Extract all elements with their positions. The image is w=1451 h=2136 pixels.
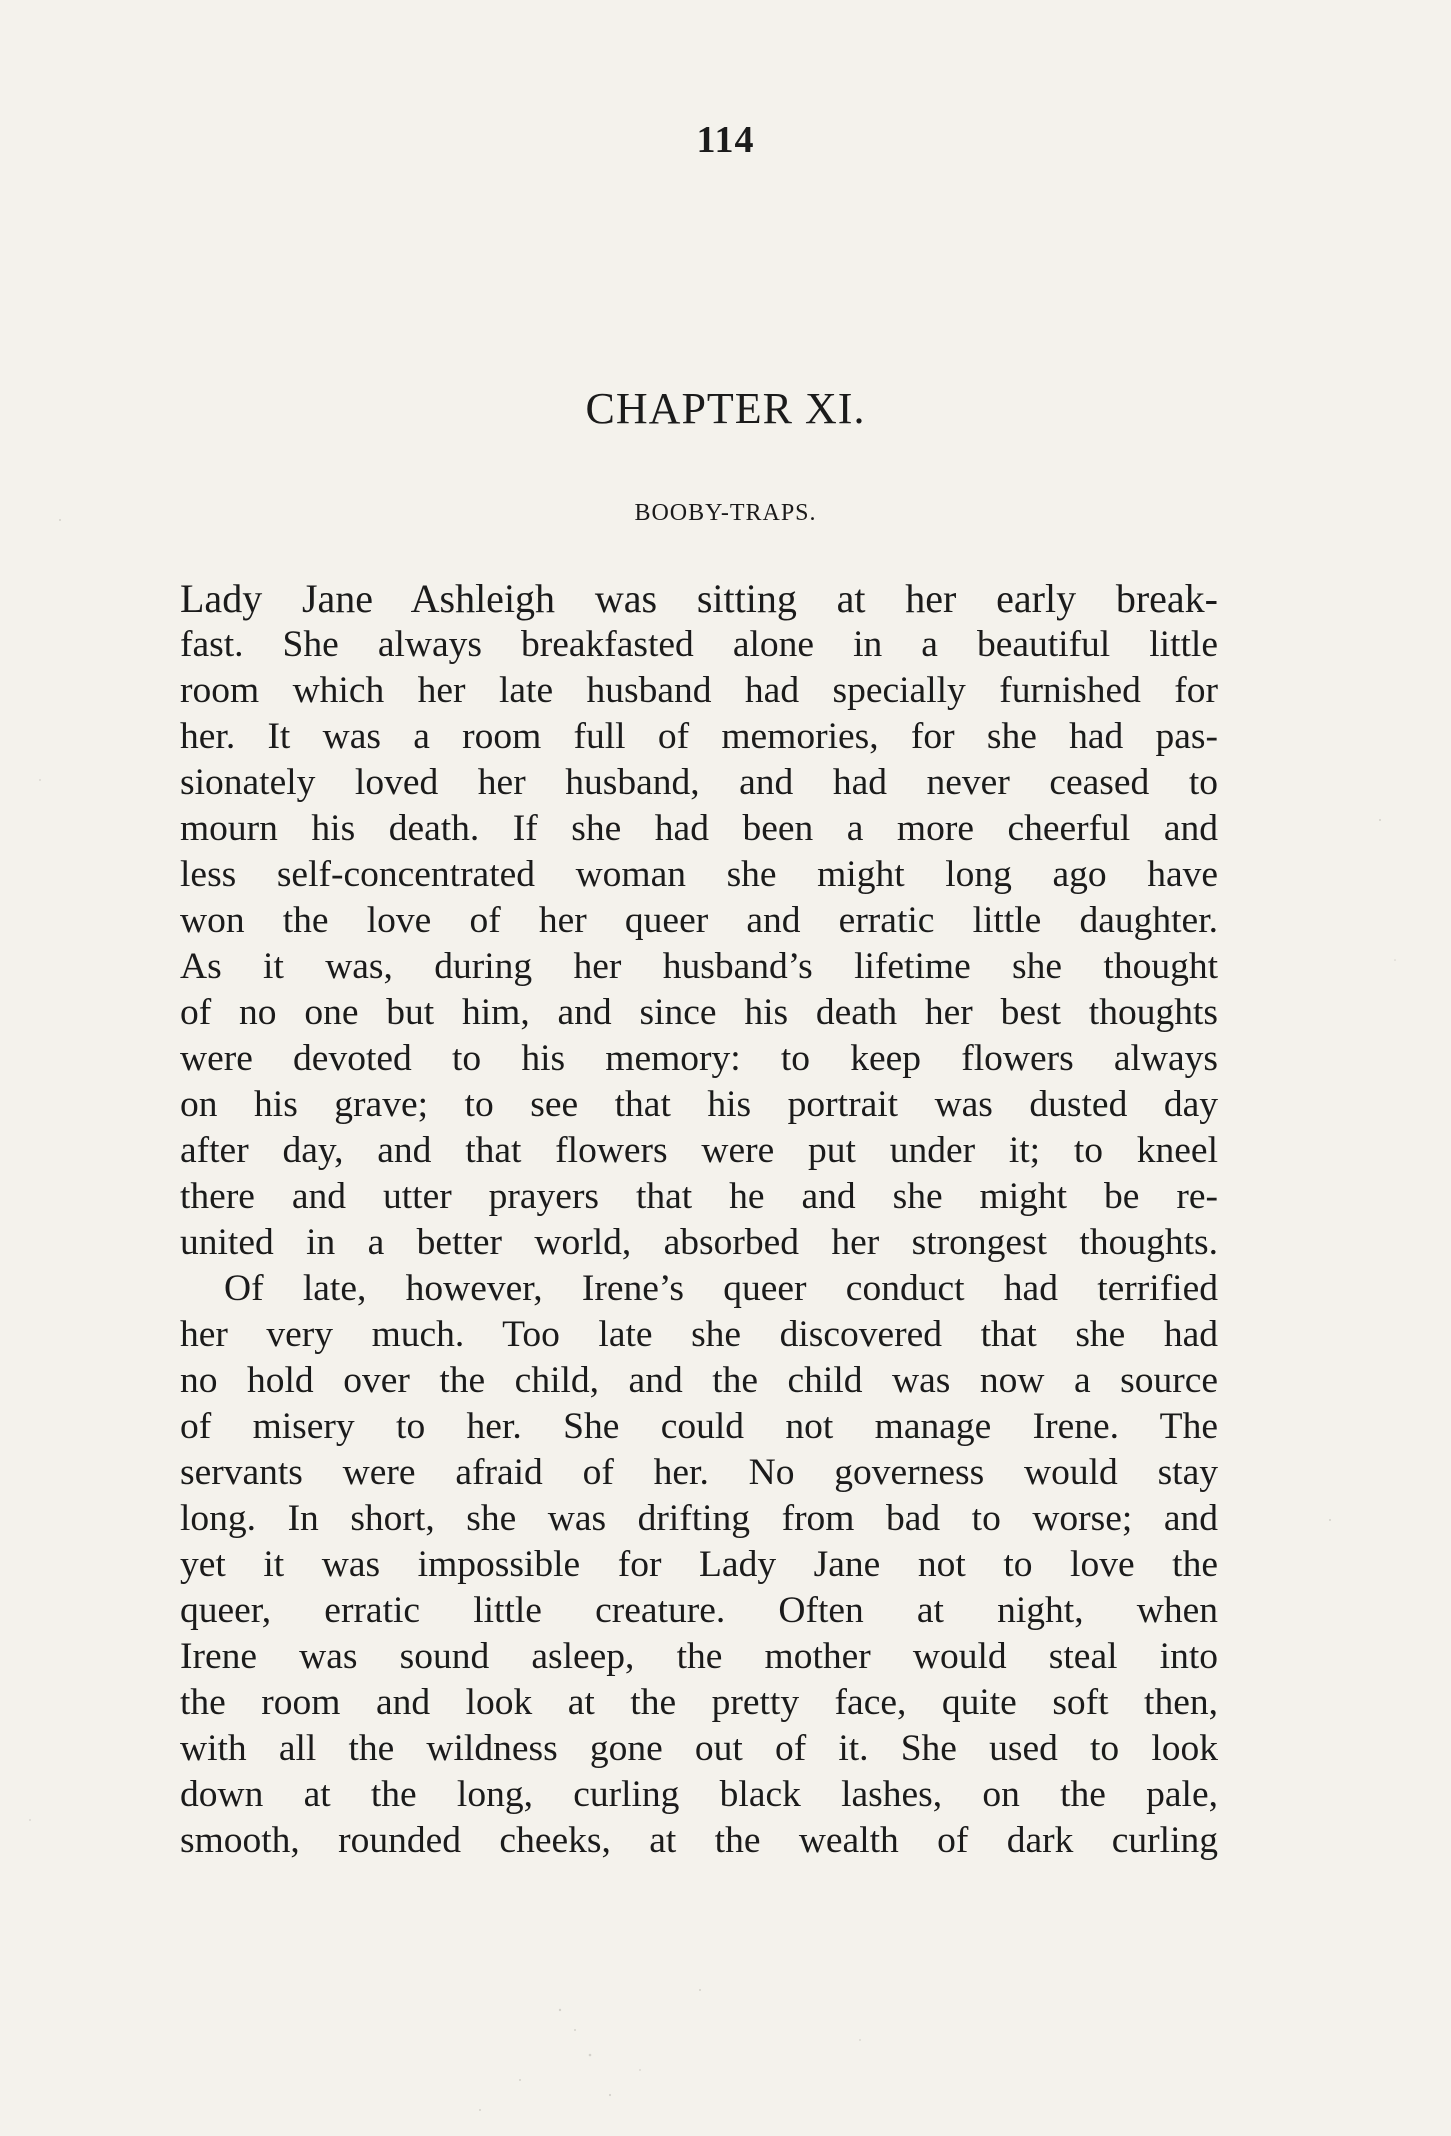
text-line: Of late, however, Irene’s queer conduct had terrified xyxy=(224,1268,1218,1309)
text-line: of misery to her. She could not manage Irene. The xyxy=(180,1406,1218,1447)
text-line: on his grave; to see that his portrait was dusted day xyxy=(180,1084,1218,1125)
text-line: long. In short, she was drifting from bad to worse; and xyxy=(180,1498,1218,1539)
text-line: servants were afraid of her. No governess would stay xyxy=(180,1452,1218,1493)
text-line: Irene was sound asleep, the mother would steal into xyxy=(180,1636,1218,1677)
text-line: no hold over the child, and the child was now a source xyxy=(180,1360,1218,1401)
text-line: the room and look at the pretty face, quite soft then, xyxy=(180,1682,1218,1723)
body-text xyxy=(180,576,1218,1864)
text-line: sionately loved her husband, and had never ceased to xyxy=(180,762,1218,803)
text-line: As it was, during her husband’s lifetime she thought xyxy=(180,946,1218,987)
text-line: Lady Jane Ashleigh was sitting at her early break- xyxy=(180,576,1218,621)
text-line: after day, and that flowers were put under it; to kneel xyxy=(180,1130,1218,1171)
chapter-title: CHAPTER XI. xyxy=(585,384,866,433)
text-line: won the love of her queer and erratic little daughter. xyxy=(180,900,1218,941)
text-line: her. It was a room full of memories, for she had pas- xyxy=(180,716,1218,757)
page-number: 114 xyxy=(696,119,755,161)
text-line: her very much. Too late she discovered that she had xyxy=(180,1314,1218,1355)
text-line: queer, erratic little creature. Often at night, when xyxy=(180,1590,1218,1631)
text-line: room which her late husband had specially furnished for xyxy=(180,670,1218,711)
text-line: united in a better world, absorbed her strongest thoughts. xyxy=(180,1222,1218,1263)
text-line: down at the long, curling black lashes, on the pale, xyxy=(180,1774,1218,1815)
text-line: yet it was impossible for Lady Jane not to love the xyxy=(180,1544,1218,1585)
text-line: of no one but him, and since his death her best thoughts xyxy=(180,992,1218,1033)
text-line: smooth, rounded cheeks, at the wealth of dark curling xyxy=(180,1820,1218,1861)
text-line: mourn his death. If she had been a more cheerful and xyxy=(180,808,1218,849)
text-line: with all the wildness gone out of it. She used to look xyxy=(180,1728,1218,1769)
text-line: fast. She always breakfasted alone in a beautiful little xyxy=(180,624,1218,665)
text-line: were devoted to his memory: to keep flowers always xyxy=(180,1038,1218,1079)
chapter-subtitle: BOOBY-TRAPS. xyxy=(634,500,817,526)
text-line: less self-concentrated woman she might long ago have xyxy=(180,854,1218,895)
text-line: there and utter prayers that he and she might be re- xyxy=(180,1176,1218,1217)
